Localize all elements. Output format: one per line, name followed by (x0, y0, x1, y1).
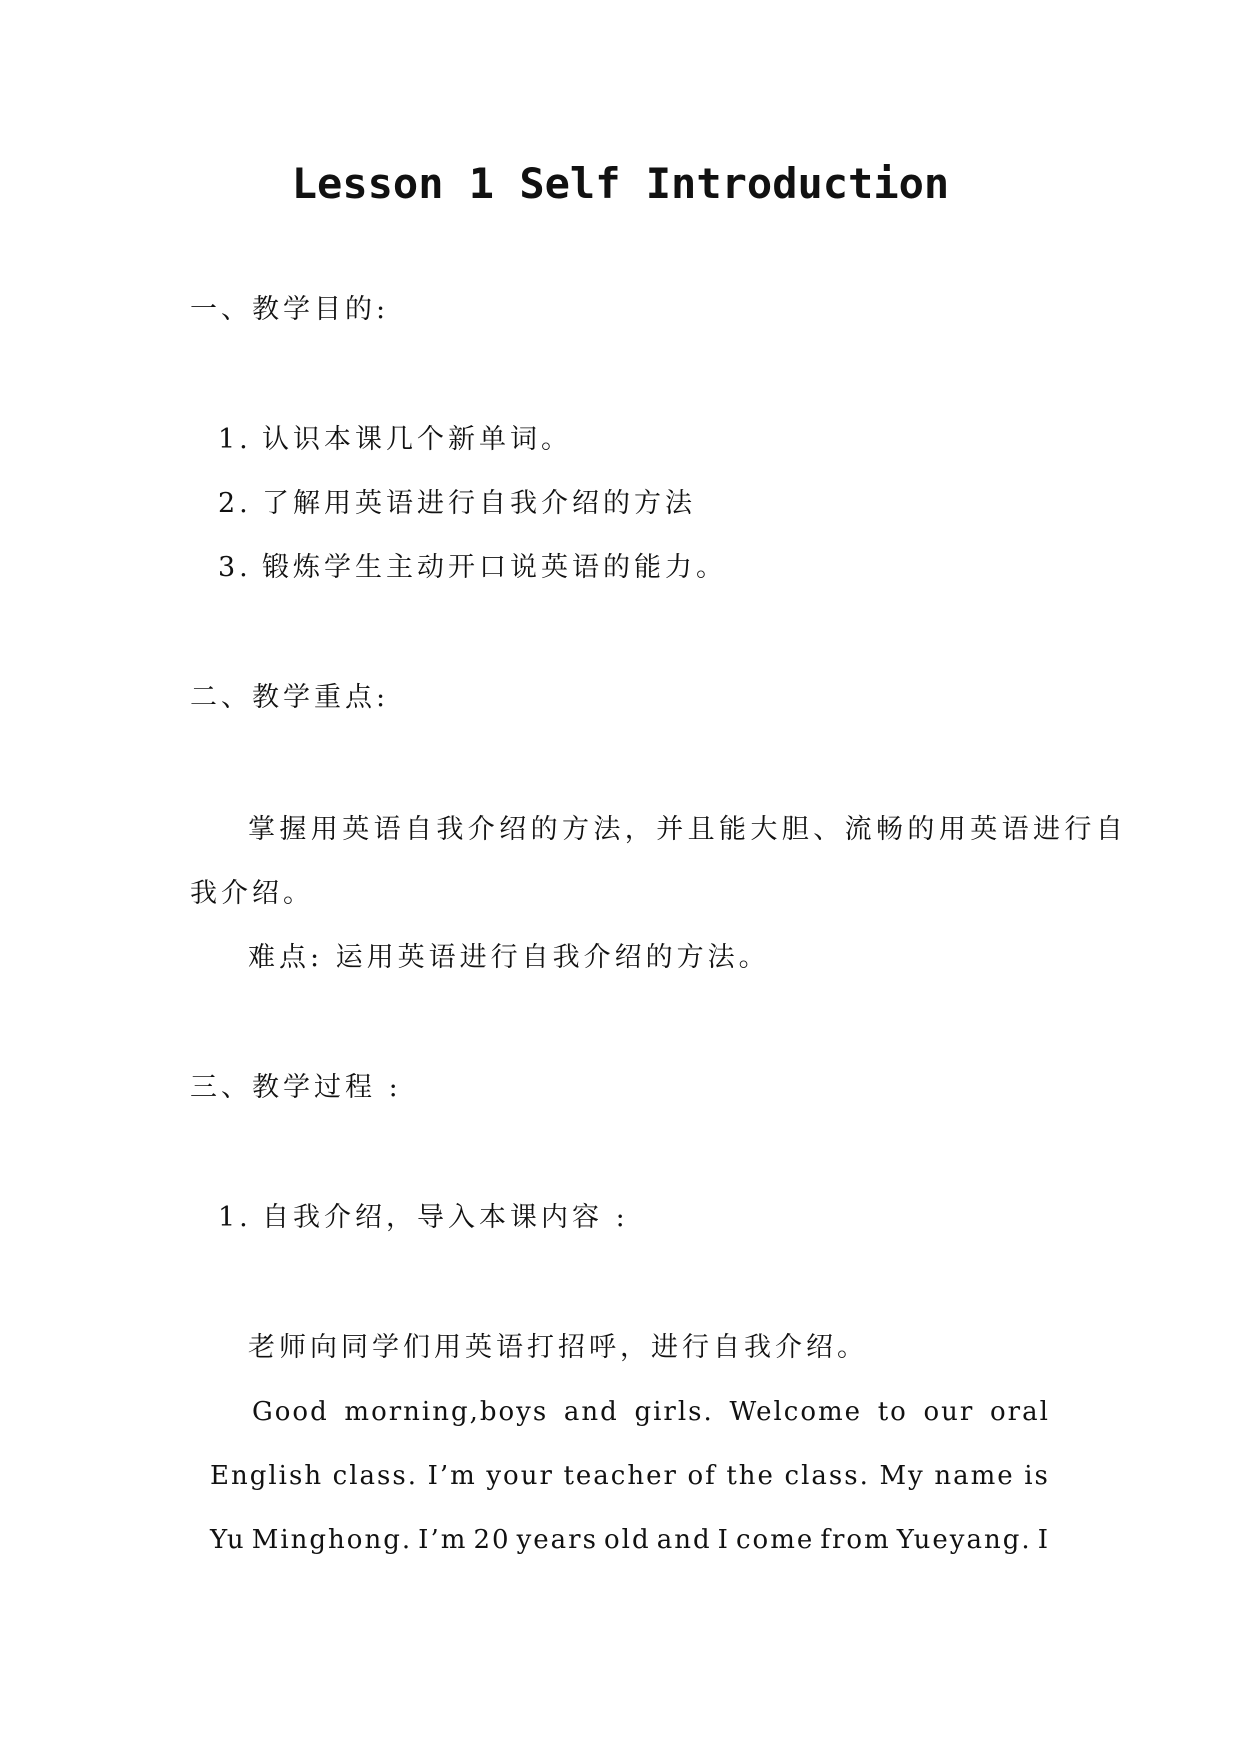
word: come (736, 1525, 815, 1555)
list-item-number: 3. (218, 552, 252, 583)
word: Minghong. (251, 1525, 413, 1555)
step-number: 1. (218, 1202, 252, 1233)
word: class. (784, 1461, 870, 1491)
word: Yueyang. (896, 1525, 1032, 1555)
word: Welcome (729, 1397, 863, 1427)
word: the (726, 1461, 775, 1491)
english-paragraph-line-1 (252, 1394, 1050, 1430)
word: name (934, 1461, 1015, 1491)
word: class. (332, 1461, 418, 1491)
teacher-intro-text: 老师向同学们用英语打招呼，进行自我介绍。 (248, 1332, 868, 1363)
word: years (516, 1525, 598, 1555)
word: My (879, 1461, 925, 1491)
english-paragraph-line-2 (210, 1458, 1050, 1494)
document-title: Lesson 1 Self Introduction (291, 159, 950, 208)
word: of (687, 1461, 717, 1491)
list-item (218, 550, 727, 586)
step-text: 自我介绍，导入本课内容 : (262, 1202, 629, 1233)
key-points-paragraph-line-2: 我介绍。 (190, 878, 314, 909)
list-item (218, 422, 572, 458)
word: oral (990, 1397, 1050, 1427)
word: I (717, 1525, 730, 1555)
list-item-text: 锻炼学生主动开口说英语的能力。 (262, 552, 727, 583)
list-item-text: 认识本课几个新单词。 (262, 424, 572, 455)
word: and (656, 1525, 712, 1555)
word: to (877, 1397, 908, 1427)
section-heading-objectives: 一、教学目的: (190, 294, 390, 325)
word: I’m (418, 1525, 468, 1555)
word: I’m (427, 1461, 477, 1491)
list-item-number: 1. (218, 424, 252, 455)
section-heading-key-points: 二、教学重点: (190, 682, 390, 713)
key-points-paragraph-line-1: 掌握用英语自我介绍的方法，并且能大胆、流畅的用英语进行自 (248, 814, 1128, 845)
section-heading-process: 三、教学过程 : (190, 1072, 402, 1103)
word: I (1037, 1525, 1050, 1555)
word: and (563, 1397, 619, 1427)
english-paragraph-line-3 (210, 1522, 1050, 1558)
word: teacher (563, 1461, 678, 1491)
word: is (1024, 1461, 1050, 1491)
word: Good (252, 1397, 329, 1427)
step-item (218, 1200, 629, 1236)
word: morning,boys (344, 1397, 549, 1427)
word: English (210, 1461, 324, 1491)
word: Yu (210, 1525, 246, 1555)
word: girls. (634, 1397, 714, 1427)
word: from (820, 1525, 891, 1555)
word: your (486, 1461, 554, 1491)
word: old (604, 1525, 651, 1555)
list-item (218, 486, 696, 522)
difficulty-text: 难点: 运用英语进行自我介绍的方法。 (248, 942, 770, 973)
word: our (923, 1397, 975, 1427)
list-item-number: 2. (218, 488, 252, 519)
word: 20 (473, 1525, 511, 1555)
list-item-text: 了解用英语进行自我介绍的方法 (262, 488, 696, 519)
